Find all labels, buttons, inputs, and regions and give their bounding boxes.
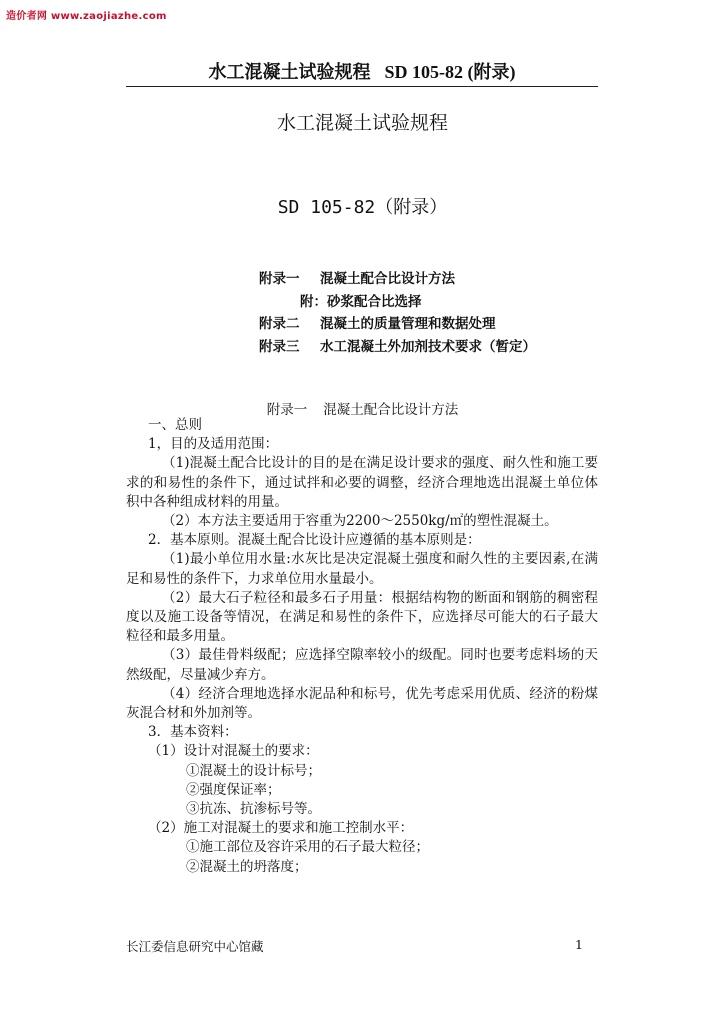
section-key: 附录一 bbox=[266, 402, 308, 418]
table-of-contents bbox=[259, 268, 536, 358]
list-item: ②强度保证率； bbox=[186, 781, 281, 798]
list-item: ②混凝土的坍落度； bbox=[186, 858, 308, 875]
toc-key: 附录二 bbox=[259, 316, 300, 332]
paragraph: （2）本方法主要适用于容重为2200～2550kg/㎡的塑性混凝土。 bbox=[162, 513, 558, 530]
toc-text: 混凝土的质量管理和数据处理 bbox=[320, 316, 496, 332]
list-item: ①混凝土的设计标号； bbox=[186, 762, 321, 779]
toc-key: 附录三 bbox=[259, 338, 300, 355]
paragraph: （4）经济合理地选择水泥品种和标号，优先考虑采用优质、经济的粉煤灰混合材和外加剂等。 bbox=[126, 685, 598, 722]
paragraph: （3）最佳骨料级配；应选择空隙率较小的级配。同时也要考虑料场的天然级配，尽量减少弃方。 bbox=[126, 647, 598, 683]
section-text: 混凝土配合比设计方法 bbox=[323, 402, 459, 418]
running-header bbox=[126, 58, 598, 87]
toc-key: 附录一 bbox=[259, 271, 300, 287]
list-item: ①施工部位及容许采用的石子最大粒径； bbox=[186, 839, 429, 856]
toc-text: 水工混凝土外加剂技术要求（暂定） bbox=[320, 338, 536, 355]
header-title: 水工混凝土试验规程 bbox=[208, 62, 371, 83]
list-item: ③抗冻、抗渗标号等。 bbox=[186, 801, 321, 818]
heading-general: 一、总则 bbox=[148, 417, 202, 433]
paragraph: 1，目的及适用范围： bbox=[148, 436, 279, 453]
paragraph: （2）最大石子粒径和最多石子用量：根据结构物的断面和钢筋的稠密程度以及施工设备等情况，在满足和易性的条件下，应选择尽可能大的石子最大粒径和最多用量。 bbox=[126, 589, 598, 645]
footer-source: 长江委信息研究中心馆藏 bbox=[126, 939, 264, 954]
document-title: 水工混凝土试验规程 bbox=[276, 112, 448, 134]
paragraph: （1)最小单位用水量:水灰比是决定混凝土强度和耐久性的主要因素,在满足和易性的条件下，力求单位用水量最小。 bbox=[126, 551, 598, 587]
paragraph: （2）施工对混凝土的要求和施工控制水平： bbox=[148, 820, 414, 837]
header-code: SD 105-82 (附录) bbox=[384, 62, 516, 82]
watermark: 造价者网 www.zaojiazhe.com bbox=[6, 11, 167, 22]
toc-item bbox=[259, 268, 536, 291]
toc-item bbox=[259, 313, 536, 336]
body-text bbox=[126, 416, 598, 877]
page-number: 1 bbox=[575, 937, 583, 952]
paragraph: （1）设计对混凝土的要求： bbox=[148, 743, 319, 760]
paragraph: 2．基本原则。混凝土配合比设计应遵循的基本原则是： bbox=[148, 532, 481, 549]
section-title bbox=[0, 398, 725, 418]
toc-text: 混凝土配合比设计方法 bbox=[320, 271, 455, 287]
toc-text: 附：砂浆配合比选择 bbox=[300, 293, 422, 310]
toc-item bbox=[259, 336, 536, 359]
toc-item bbox=[259, 291, 536, 314]
document-code: SD 105-82（附录） bbox=[277, 197, 448, 218]
paragraph: 3．基本资料： bbox=[148, 724, 238, 741]
paragraph: （1)混凝土配合比设计的目的是在满足设计要求的强度、耐久性和施工要求的和易性的条件下，通过试拌和必要的调整，经济合理地选出混凝土单位体积中各种组成材料的用量。 bbox=[126, 455, 598, 510]
